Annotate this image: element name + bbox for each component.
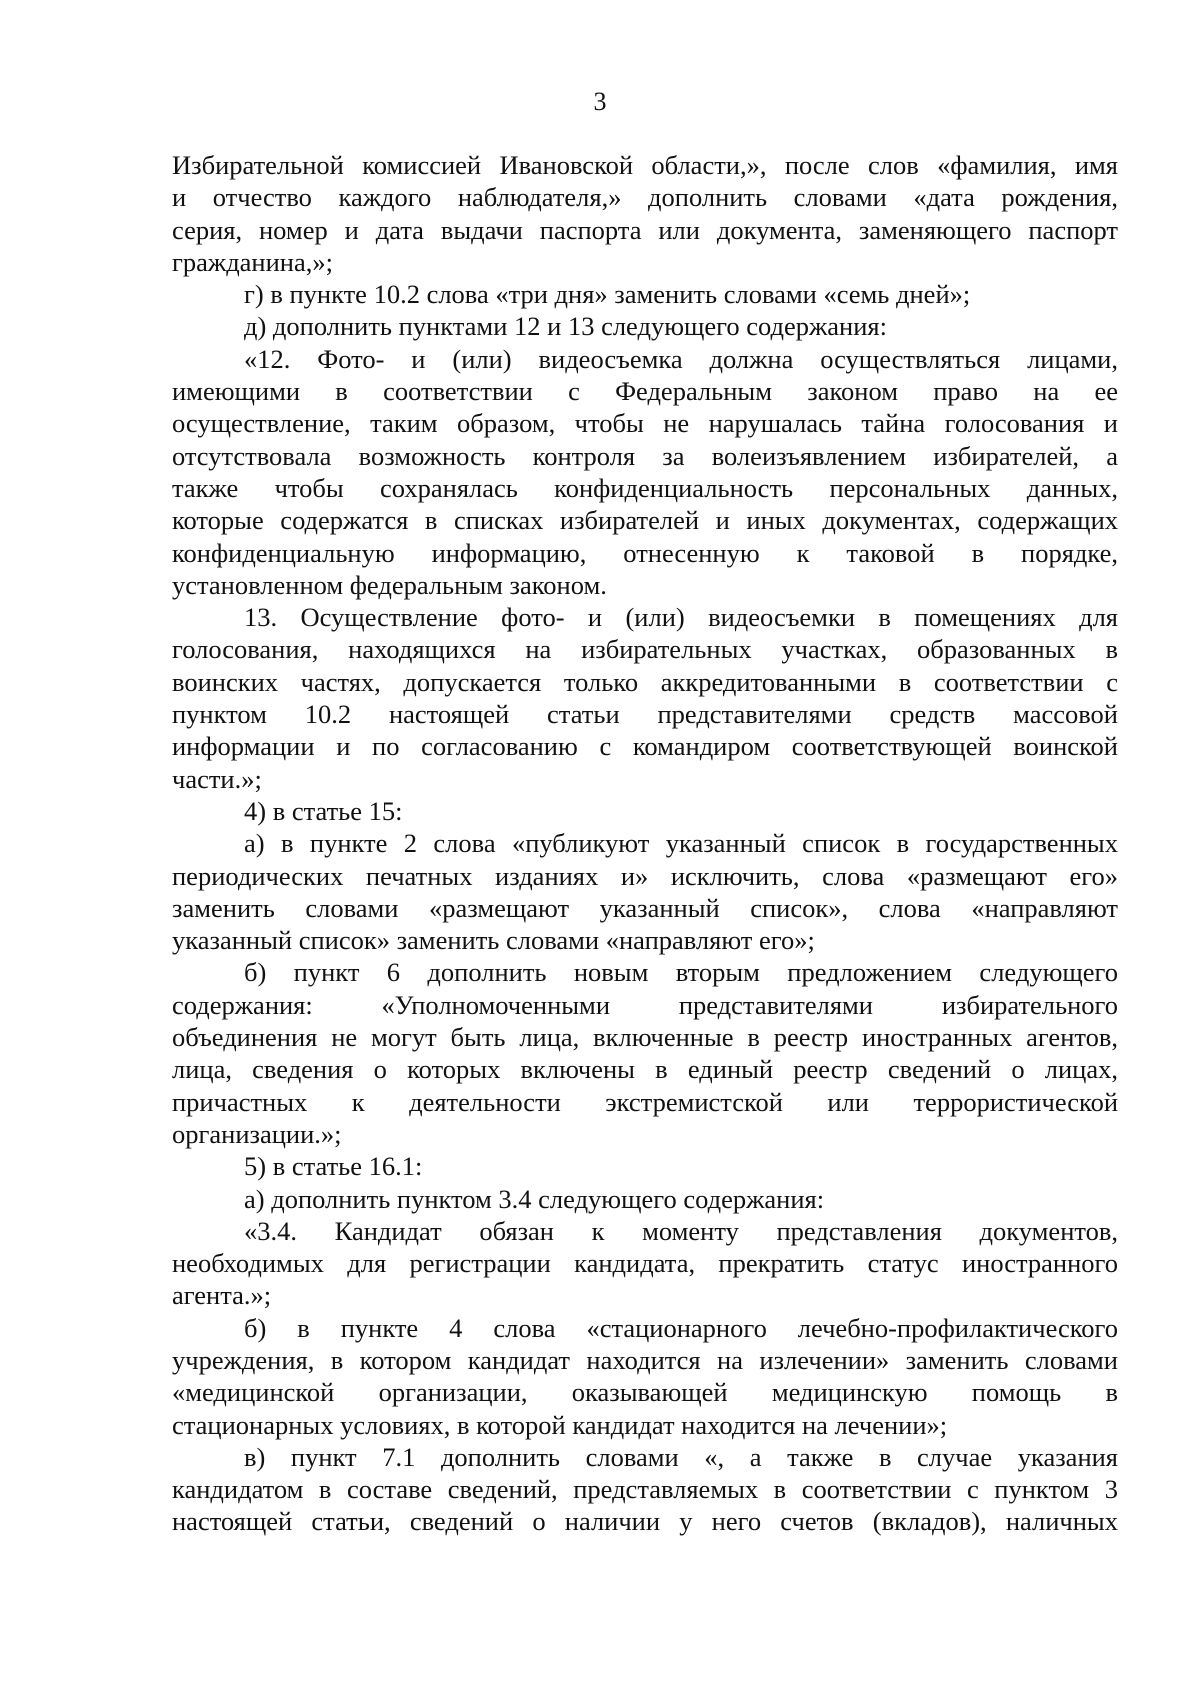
paragraph <box>172 795 1118 827</box>
text-line: и отчество каждого наблюдателя,» дополнить словами «дата рождения, <box>172 182 1118 213</box>
text-line: осуществление, таким образом, чтобы не нарушалась тайна голосования и <box>172 408 1118 439</box>
text-line: также чтобы сохранялась конфиденциальность персональных данных, <box>172 472 1118 503</box>
text-line: заменить словами «размещают указанный список», слова «направляют <box>172 892 1118 923</box>
text-line: «медицинской организации, оказывающей медицинскую помощь в <box>172 1377 1118 1408</box>
text-line: д) дополнить пунктами 12 и 13 следующего содержания: <box>244 311 887 342</box>
text-line: причастных к деятельности экстремистской или террористической <box>172 1086 1118 1117</box>
text-line: пунктом 10.2 настоящей статьи представителями средств массовой <box>172 699 1118 730</box>
text-line: серия, номер и дата выдачи паспорта или документа, заменяющего паспорт <box>172 214 1118 245</box>
paragraph <box>172 1441 1118 1538</box>
paragraph <box>172 1215 1118 1312</box>
text-line: Избирательной комиссией Ивановской области,», после слов «фамилия, имя <box>172 150 1118 180</box>
text-line: отсутствовала возможность контроля за волеизъявлением избирателей, а <box>172 440 1118 471</box>
paragraph <box>172 343 1118 601</box>
text-line: а) в пункте 2 слова «публикуют указанный список в государственных <box>244 828 1118 859</box>
paragraph <box>172 278 1118 310</box>
paragraph <box>172 149 1118 278</box>
text-line: «3.4. Кандидат обязан к моменту представления документов, <box>244 1215 1118 1246</box>
text-line: 4) в статье 15: <box>244 795 403 826</box>
text-line: учреждения, в котором кандидат находится на излечении» заменить словами <box>172 1344 1118 1375</box>
text-line: периодических печатных изданиях и» исключить, слова «размещают его» <box>172 860 1118 891</box>
text-line: содержания: «Уполномоченными представителями избирательного <box>172 989 1118 1020</box>
text-line: необходимых для регистрации кандидата, прекратить статус иностранного <box>172 1248 1118 1279</box>
text-line: кандидатом в составе сведений, представляемых в соответствии с пунктом 3 <box>172 1474 1118 1505</box>
text-line: конфиденциальную информацию, отнесенную к таковой в порядке, <box>172 537 1118 568</box>
text-line: стационарных условиях, в которой кандидат находится на лечении»; <box>172 1409 948 1440</box>
text-line: которые содержатся в списках избирателей и иных документах, содержащих <box>172 505 1118 536</box>
paragraph <box>172 1183 1118 1215</box>
text-line: 13. Осуществление фото- и (или) видеосъемки в помещениях для <box>244 602 1118 633</box>
text-line: в) пункт 7.1 дополнить словами «, а также в случае указания <box>244 1441 1118 1472</box>
text-line: части.»; <box>172 763 262 794</box>
document-body <box>172 149 1118 1538</box>
text-line: информации и по согласованию с командиром соответствующей воинской <box>172 731 1118 762</box>
paragraph <box>172 1150 1118 1182</box>
text-line: гражданина,»; <box>172 246 333 277</box>
paragraph <box>172 601 1118 795</box>
text-line: организации.»; <box>172 1118 342 1149</box>
text-line: г) в пункте 10.2 слова «три дня» заменить словами «семь дней»; <box>244 279 971 310</box>
paragraph <box>172 310 1118 342</box>
text-line: лица, сведения о которых включены в единый реестр сведений о лицах, <box>172 1054 1118 1085</box>
text-line: указанный список» заменить словами «направляют его»; <box>172 925 815 956</box>
page-number: 3 <box>593 87 607 116</box>
paragraph <box>172 1312 1118 1441</box>
text-line: голосования, находящихся на избирательных участках, образованных в <box>172 634 1118 665</box>
text-line: воинских частях, допускается только аккредитованными в соответствии с <box>172 666 1118 697</box>
text-line: 5) в статье 16.1: <box>244 1151 423 1182</box>
text-line: б) в пункте 4 слова «стационарного лечебно-профилактического <box>244 1312 1118 1343</box>
paragraph <box>172 956 1118 1150</box>
text-line: настоящей статьи, сведений о наличии у него счетов (вкладов), наличных <box>172 1506 1118 1537</box>
text-line: имеющими в соответствии с Федеральным законом право на ее <box>172 376 1118 407</box>
text-line: б) пункт 6 дополнить новым вторым предложением следующего <box>244 957 1118 988</box>
text-line: установленном федеральным законом. <box>172 569 607 600</box>
text-line: «12. Фото- и (или) видеосъемка должна осуществляться лицами, <box>244 343 1118 374</box>
text-line: объединения не могут быть лица, включенные в реестр иностранных агентов, <box>172 1022 1118 1053</box>
paragraph <box>172 827 1118 956</box>
text-line: агента.»; <box>172 1280 272 1311</box>
text-line: а) дополнить пунктом 3.4 следующего содержания: <box>244 1183 825 1214</box>
